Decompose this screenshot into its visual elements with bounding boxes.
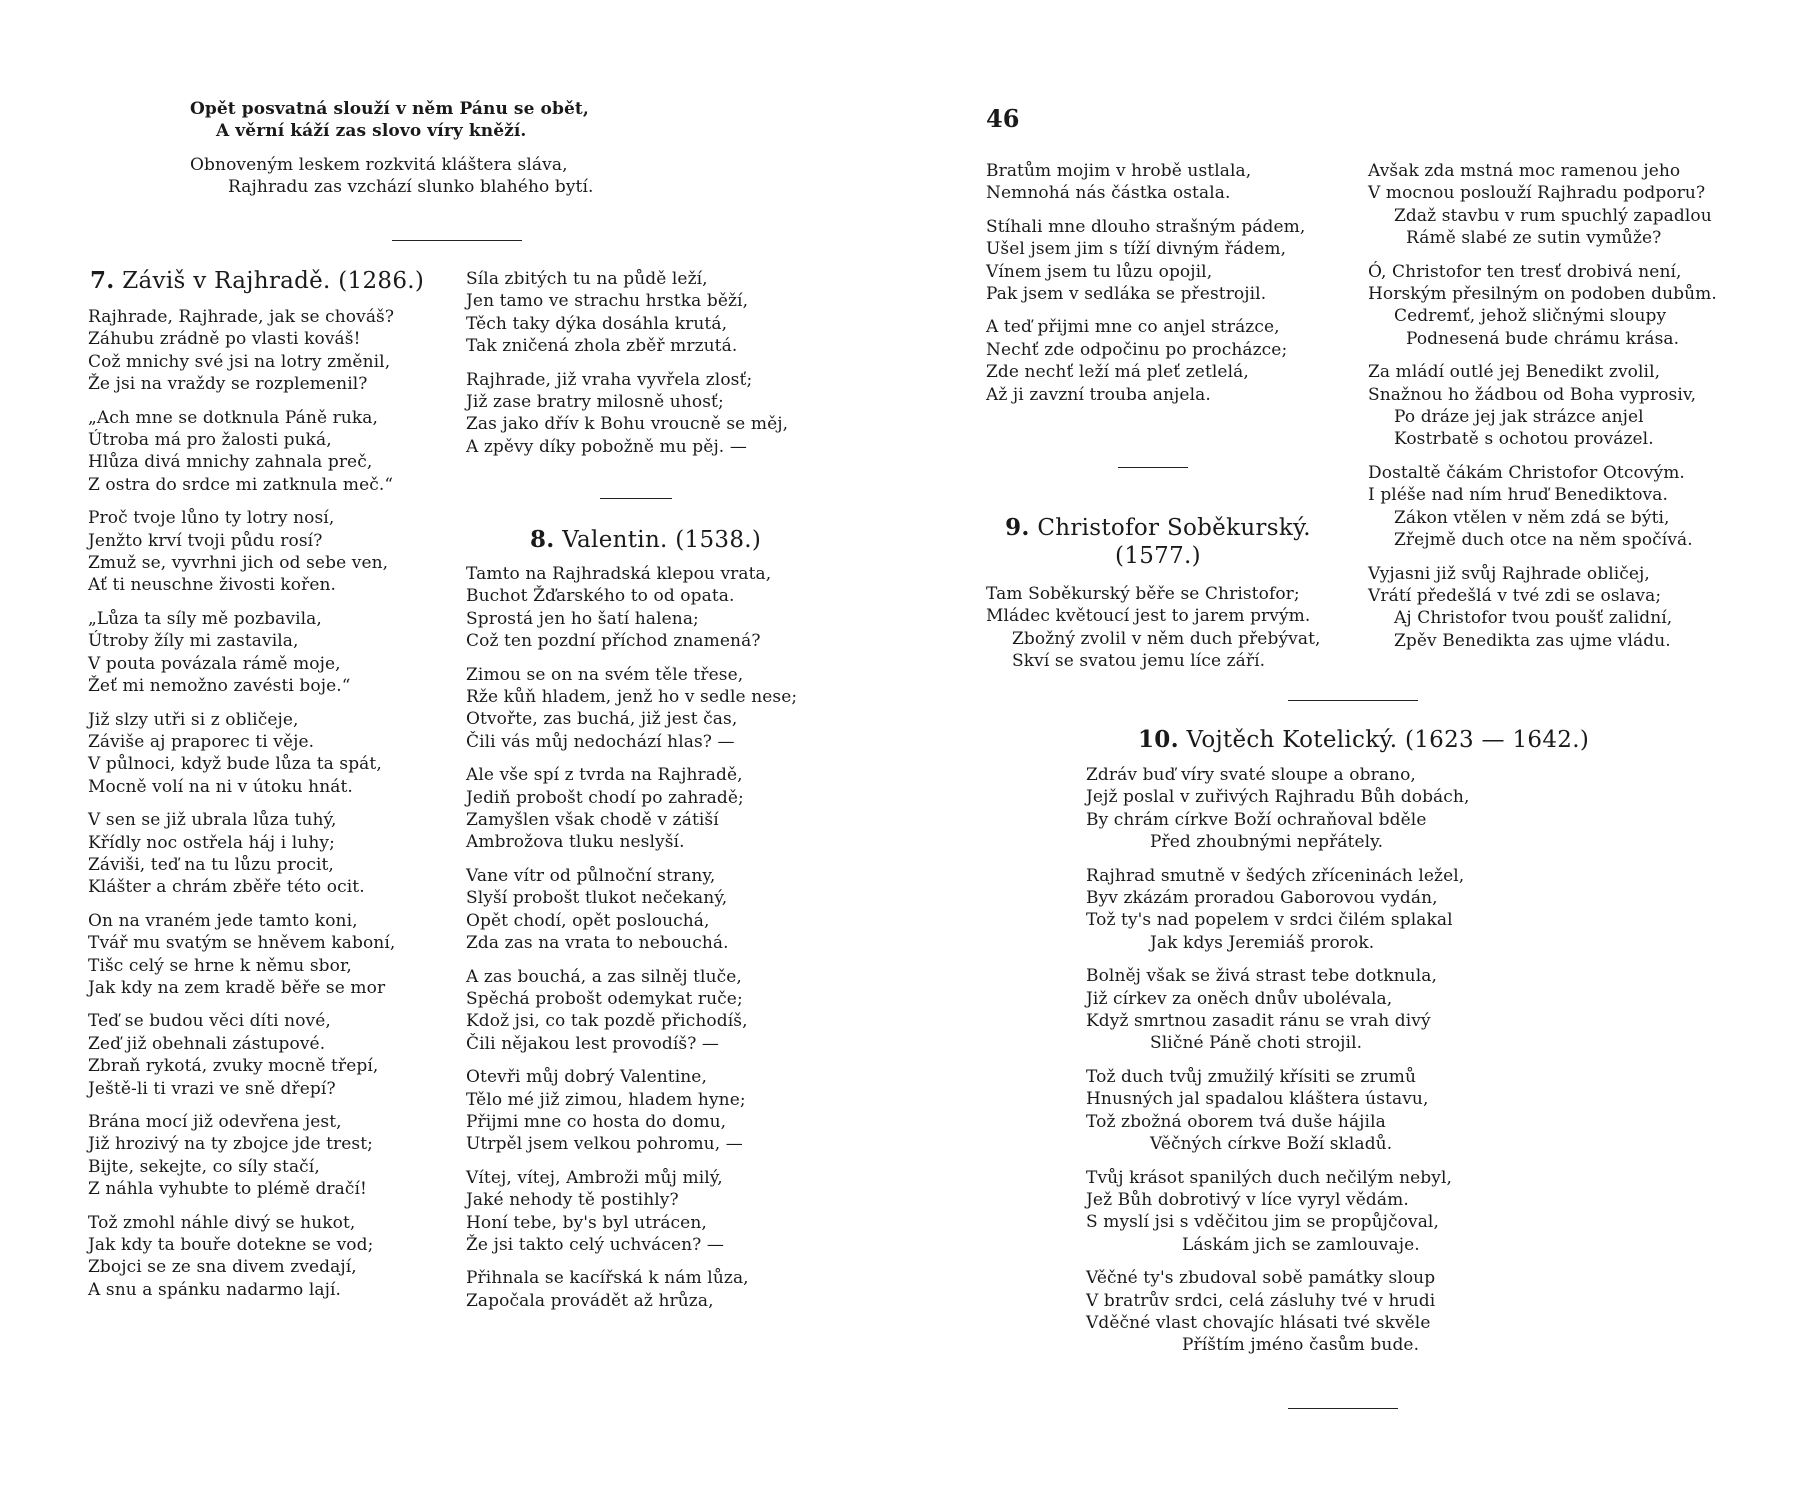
verse-line: Již zase bratry milosně uhosť; [466, 392, 724, 413]
poem-title: Valentin. (1538.) [562, 527, 762, 553]
verse-line: Čili vás můj nedochází hlas? — [466, 731, 735, 752]
verse-line: Zbožný zvolil v něm duch přebývat, [1012, 628, 1321, 649]
stanza [1368, 261, 1717, 351]
verse-line: A teď přijmi mne co anjel strázce, [986, 317, 1280, 338]
verse-line: Zmuž se, vyvrhni jich od sebe ven, [88, 553, 389, 574]
verse-line: Zimou se on na svém těle třese, [466, 664, 744, 685]
verse-line: Rajhradu zas vzchází slunko blahého bytí. [228, 177, 594, 198]
poem-8-heading [530, 526, 761, 554]
stanza [88, 306, 395, 396]
verse-line: Žeť mi nemožno zavésti boje.“ [88, 676, 351, 697]
stanza [1368, 462, 1717, 552]
poem-title-line-2: (1577.) [1115, 543, 1201, 569]
stanza [88, 1212, 395, 1302]
verse-line: Jak kdys Jeremiáš prorok. [1150, 932, 1375, 953]
stanza [88, 608, 395, 698]
stanza [466, 369, 788, 459]
verse-line: Vítej, vítej, Ambroži můj milý, [466, 1167, 723, 1188]
verse-line: Tož duch tvůj zmužilý křísiti se zrumů [1086, 1066, 1417, 1087]
verse-line: Síla zbitých tu na půdě leží, [466, 269, 708, 289]
verse-line: A snu a spánku nadarmo lají. [88, 1279, 342, 1300]
intro-stanza-1 [190, 98, 594, 143]
verse-line: Tišc celý se hrne k němu sbor, [88, 955, 352, 976]
verse-line: S myslí jsi s vděčitou jim se propůjčoval, [1086, 1212, 1439, 1233]
verse-line: Ušel jsem jim s tíží divným řádem, [986, 239, 1287, 260]
verse-line: Zřejmě duch otce na něm spočívá. [1394, 530, 1693, 551]
verse-line: V mocnou poslouží Rajhradu podporu? [1368, 183, 1706, 204]
verse-line: Utrpěl jsem velkou pohromu, — [466, 1134, 743, 1155]
verse-line: Jen tamo ve strachu hrstka běží, [466, 291, 749, 312]
stanza [1086, 865, 1469, 955]
poem-7-heading [90, 267, 424, 295]
right-page [898, 0, 1796, 1500]
verse-line: Tož zbožná oborem tvá duše hájila [1086, 1111, 1386, 1132]
verse-line: A věrní káží zas slovo víry kněží. [216, 121, 527, 142]
verse-line: Rámě slabé ze sutin vymůže? [1406, 228, 1662, 249]
verse-line: Mládec květoucí jest to jarem prvým. [986, 606, 1311, 627]
stanza [88, 1111, 395, 1201]
verse-line: Buchot Žďarského to od opata. [466, 586, 735, 607]
verse-line: Přihnala se kacířská k nám lůza, [466, 1268, 749, 1289]
verse-line: Záviši, teď na tu lůzu procit, [88, 854, 334, 875]
stanza [466, 764, 797, 854]
poem-7-column-a [88, 306, 395, 1312]
verse-line: Opět chodí, opět poslouchá, [466, 910, 710, 931]
verse-line: Vyjasni již svůj Rajhrade obličej, [1368, 563, 1650, 584]
verse-line: Ó, Christofor ten tresť drobivá není, [1368, 261, 1682, 282]
verse-line: Křídly noc ostřela háj i luhy; [88, 832, 335, 853]
stanza [88, 709, 395, 799]
verse-line: Nemnohá nás částka ostala. [986, 183, 1231, 204]
verse-line: Proč tvoje lůno ty lotry nosí, [88, 508, 335, 529]
stanza [1086, 1066, 1469, 1156]
verse-line: Pak jsem v sedláka se přestrojil. [986, 284, 1267, 305]
stanza [88, 910, 395, 1000]
verse-line: Dostaltě čákám Christofor Otcovým. [1368, 462, 1685, 483]
stanza [986, 160, 1305, 205]
verse-line: Nechť zde odpočinu po procházce; [986, 339, 1288, 360]
verse-line: Již slzy utři si z obličeje, [88, 709, 299, 730]
verse-line: Hlůza divá mnichy zahnala preč, [88, 452, 373, 473]
verse-line: By chrám církve Boží ochraňoval bděle [1086, 809, 1427, 830]
verse-line: Což ten pozdní příchod znamená? [466, 631, 761, 652]
verse-line: Že jsi na vraždy se rozplemenil? [88, 374, 368, 395]
stanza [466, 1066, 797, 1156]
verse-line: Po dráze jej jak strázce anjel [1394, 407, 1644, 428]
verse-line: Vrátí předešlá v tvé zdi se oslava; [1368, 585, 1662, 606]
verse-line: Věčné ty's zbudoval sobě památky sloup [1086, 1268, 1436, 1289]
verse-line: Zpěv Benedikta zas ujme vládu. [1394, 630, 1671, 651]
verse-line: Slyší probošt tlukot nečekaný, [466, 888, 728, 909]
verse-line: „Lůza ta síly mě pozbavila, [88, 608, 322, 629]
verse-line: Jenžto krví tvoji půdu rosí? [88, 530, 323, 551]
verse-line: Ještě-li ti vrazi ve sně dřepí? [88, 1078, 336, 1099]
verse-line: Věčných církve Boží skladů. [1150, 1134, 1393, 1155]
verse-line: Bratům mojim v hrobě ustlala, [986, 161, 1252, 181]
stanza [986, 316, 1305, 406]
verse-line: Zeď již obehnali zástupové. [88, 1033, 326, 1054]
intro-stanzas [190, 98, 594, 210]
verse-line: Že jsi takto celý uchvácen? — [466, 1234, 724, 1255]
verse-line: A zas bouchá, a zas silněj tluče, [466, 966, 742, 987]
poem-10-heading [1138, 726, 1589, 754]
verse-line: Tak zničená zhola zběř mrzutá. [466, 336, 738, 357]
verse-line: Snažnou ho žádbou od Boha vyprosiv, [1368, 384, 1697, 405]
verse-line: Zas jako dřív k Bohu vroucně se měj, [466, 414, 789, 435]
verse-line: Tož ty's nad popelem v srdci čilém splakal [1086, 910, 1453, 931]
verse-line: Teď se budou věci díti nové, [88, 1011, 331, 1032]
verse-line: Brána mocí již odevřena jest, [88, 1112, 342, 1132]
stanza [1086, 965, 1469, 1055]
verse-line: Před zhoubnými nepřátely. [1150, 832, 1384, 853]
verse-line: Podnesená bude chrámu krása. [1406, 328, 1680, 349]
verse-line: Záhubu zrádně po vlasti kováš! [88, 329, 361, 350]
verse-line: Kdož jsi, co tak pozdě přichodíš, [466, 1011, 748, 1032]
verse-line: Rajhrad smutně v šedých zříceninách ležel, [1086, 865, 1465, 886]
verse-line: Skví se svatou jemu líce září. [1012, 651, 1266, 672]
verse-line: Byv zkázám proradou Gaborovou vydán, [1086, 888, 1438, 909]
end-divider [1288, 1408, 1398, 1409]
stanza [1086, 1267, 1469, 1357]
verse-line: Horským přesilným on podoben dubům. [1368, 284, 1717, 305]
verse-line: A zpěvy díky pobožně mu pěj. — [466, 436, 747, 457]
poem-title: Christofor Soběkurský. [1037, 515, 1311, 541]
poem-number: 7. [90, 267, 115, 294]
section-divider [1288, 700, 1418, 701]
verse-line: Rajhrade, již vraha vyvřela zlosť; [466, 369, 753, 390]
verse-line: Avšak zda mstná moc ramenou jeho [1368, 161, 1681, 181]
verse-line: V bratrův srdci, celá zásluhy tvé v hrudi [1086, 1290, 1436, 1311]
verse-line: „Ach mne se dotknula Páně ruka, [88, 407, 379, 428]
verse-line: Klášter a chrám zběře této ocit. [88, 877, 365, 898]
verse-line: Spěchá probošt odemykat ruče; [466, 988, 743, 1009]
stanza [1368, 160, 1717, 250]
verse-line: Jejž poslal v zuřivých Rajhradu Bůh dobách, [1086, 787, 1470, 808]
stanza [986, 216, 1305, 306]
stanza [466, 563, 797, 653]
intro-stanza-2 [190, 154, 594, 199]
stanza [88, 507, 395, 597]
verse-line: Z náhla vyhubte to plémě dračí! [88, 1179, 367, 1200]
verse-line: Příštím jméno časům bude. [1182, 1335, 1420, 1356]
verse-line: Rže kůň hladem, jenž ho v sedle nese; [466, 687, 798, 708]
verse-line: Vínem jsem tu lůzu opojil, [986, 261, 1213, 282]
page-number: 46 [986, 104, 1020, 133]
verse-line: On na vraném jede tamto koni, [88, 910, 358, 931]
stanza [466, 268, 788, 358]
verse-line: Honí tebe, by's byl utrácen, [466, 1212, 707, 1233]
poem-title: Záviš v Rajhradě. (1286.) [122, 268, 425, 294]
poem-number: 9. [1005, 514, 1030, 541]
verse-line: Ambrožova tluku neslyší. [466, 832, 685, 853]
verse-line: Útroby žíly mi zastavila, [88, 631, 299, 652]
section-divider [392, 240, 522, 241]
stanza [1368, 563, 1717, 653]
verse-line: Tělo mé již zimou, hladem hyne; [466, 1089, 746, 1110]
stanza [466, 966, 797, 1056]
verse-line: Jež Bůh dobrotivý v líce vyryl vědám. [1086, 1189, 1409, 1210]
verse-line: Stíhali mne dlouho strašným pádem, [986, 216, 1306, 237]
verse-line: Útroba má pro žalosti puká, [88, 430, 332, 451]
section-divider [1118, 467, 1188, 468]
verse-line: Záviše aj praporec ti věje. [88, 731, 315, 752]
verse-line: Vane vítr od půlnoční strany, [466, 865, 716, 886]
verse-line: Cedremť, jehož sličnými sloupy [1394, 306, 1667, 327]
verse-line: Což mnichy své jsi na lotry změnil, [88, 351, 391, 372]
verse-line: Rajhrade, Rajhrade, jak se chováš? [88, 307, 395, 327]
verse-line: Tam Soběkurský běře se Christofor; [986, 584, 1300, 604]
verse-line: Z ostra do srdce mi zatknula meč.“ [88, 474, 394, 495]
stanza [88, 1010, 395, 1100]
verse-line: Mocně volí na ni v útoku hnát. [88, 776, 353, 797]
stanza [1086, 1167, 1469, 1257]
verse-line: Zda zas na vrata to nebouchá. [466, 933, 729, 954]
verse-line: Již církev za oněch dnův ubolévala, [1086, 988, 1393, 1009]
verse-line: Kostrbatě s ochotou provázel. [1394, 429, 1654, 450]
verse-line: Zákon vtělen v něm zdá se býti, [1394, 507, 1670, 528]
verse-line: Sprostá jen ho šatí halena; [466, 608, 699, 629]
verse-line: Jak kdy na zem kradě běře se mor [88, 977, 386, 998]
stanza [466, 1267, 797, 1312]
stanza [88, 809, 395, 899]
verse-line: Tamto na Rajhradská klepou vrata, [466, 564, 772, 584]
verse-line: Zdaž stavbu v rum spuchlý zapadlou [1394, 205, 1712, 226]
verse-line: Otevři můj dobrý Valentine, [466, 1067, 707, 1088]
verse-line: Otvořte, zas buchá, již jest čas, [466, 709, 738, 730]
poem-number: 8. [530, 526, 555, 553]
verse-line: Zde nechť leží má pleť zetlelá, [986, 362, 1249, 383]
verse-line: Jaké nehody tě postihly? [466, 1190, 679, 1211]
verse-line: V pouta povázala rámě moje, [88, 653, 341, 674]
poem-title-line-1 [998, 514, 1318, 542]
poem-9-heading [998, 514, 1318, 570]
poem-10-body [1086, 764, 1469, 1368]
stanza [88, 407, 395, 497]
verse-line: Přijmi mne co hosta do domu, [466, 1111, 727, 1132]
verse-line: Bijte, sekejte, co síly stačí, [88, 1156, 320, 1177]
verse-line: Zbojci se ze sna divem zvedají, [88, 1257, 357, 1278]
verse-line: Jak kdy ta bouře dotekne se vod; [88, 1235, 374, 1256]
verse-line: Tvůj krásot spanilých duch nečilým nebyl, [1086, 1167, 1453, 1188]
verse-line: Zbraň rykotá, zvuky mocně třepí, [88, 1056, 379, 1077]
right-column-2 [1368, 160, 1717, 663]
verse-line: Zamyšlen však chodě v zátiší [466, 810, 719, 831]
poem-8-body [466, 563, 797, 1323]
verse-line: Tvář mu svatým se hněvem kaboní, [88, 933, 396, 954]
verse-line: Bolněj však se živá strast tebe dotknula, [1086, 966, 1437, 987]
verse-line: V půlnoci, když bude lůza ta spát, [88, 754, 382, 775]
verse-line: Opět posvatná slouží v něm Pánu se obět, [190, 99, 589, 119]
poem-title: Vojtěch Kotelický. (1623 — 1642.) [1186, 727, 1590, 753]
verse-line: Ať ti neuschne živosti kořen. [88, 575, 337, 596]
verse-line: Těch taky dýka dosáhla krutá, [466, 313, 728, 334]
stanza [466, 664, 797, 754]
verse-line: I pléše nad ním hruď Benediktova. [1368, 485, 1668, 506]
verse-line: Láskám jich se zamlouvaje. [1182, 1234, 1420, 1255]
verse-line: Zdráv buď víry svaté sloupe a obrano, [1086, 765, 1416, 785]
stanza [466, 1167, 797, 1257]
verse-line: Aj Christofor tvou poušť zalidní, [1394, 608, 1673, 629]
stanza [1086, 764, 1469, 854]
verse-line: Za mládí outlé jej Benedikt zvolil, [1368, 362, 1661, 383]
verse-line: Tož zmohl náhle divý se hukot, [88, 1212, 356, 1233]
stanza [466, 865, 797, 955]
verse-line: Ale vše spí z tvrda na Rajhradě, [466, 765, 743, 786]
right-column-1 [986, 160, 1305, 417]
verse-line: Obnoveným leskem rozkvitá kláštera sláva, [190, 154, 568, 175]
verse-line: Až ji zavzní trouba anjela. [986, 384, 1211, 405]
verse-line: Jediň probošt chodí po zahradě; [466, 787, 744, 808]
stanza [1368, 361, 1717, 451]
verse-line: Hnusných jal spadalou kláštera ústavu, [1086, 1089, 1429, 1110]
verse-line: Když smrtnou zasadit ránu se vrah divý [1086, 1011, 1431, 1032]
poem-number: 10. [1138, 726, 1179, 753]
poem-9-body [986, 583, 1321, 673]
poem-7-column-b [466, 268, 788, 469]
section-divider [600, 498, 672, 499]
verse-line: Vděčné vlast chovajíc hlásati tvé skvěle [1086, 1312, 1431, 1333]
verse-line: V sen se již ubrala lůza tuhý, [88, 810, 337, 831]
verse-line: Čili nějakou lest provodíš? — [466, 1033, 720, 1054]
verse-line: Již hrozivý na ty zbojce jde trest; [88, 1134, 374, 1155]
verse-line: Sličné Páně choti strojil. [1150, 1033, 1363, 1054]
verse-line: Započala provádět až hrůza, [466, 1290, 714, 1311]
